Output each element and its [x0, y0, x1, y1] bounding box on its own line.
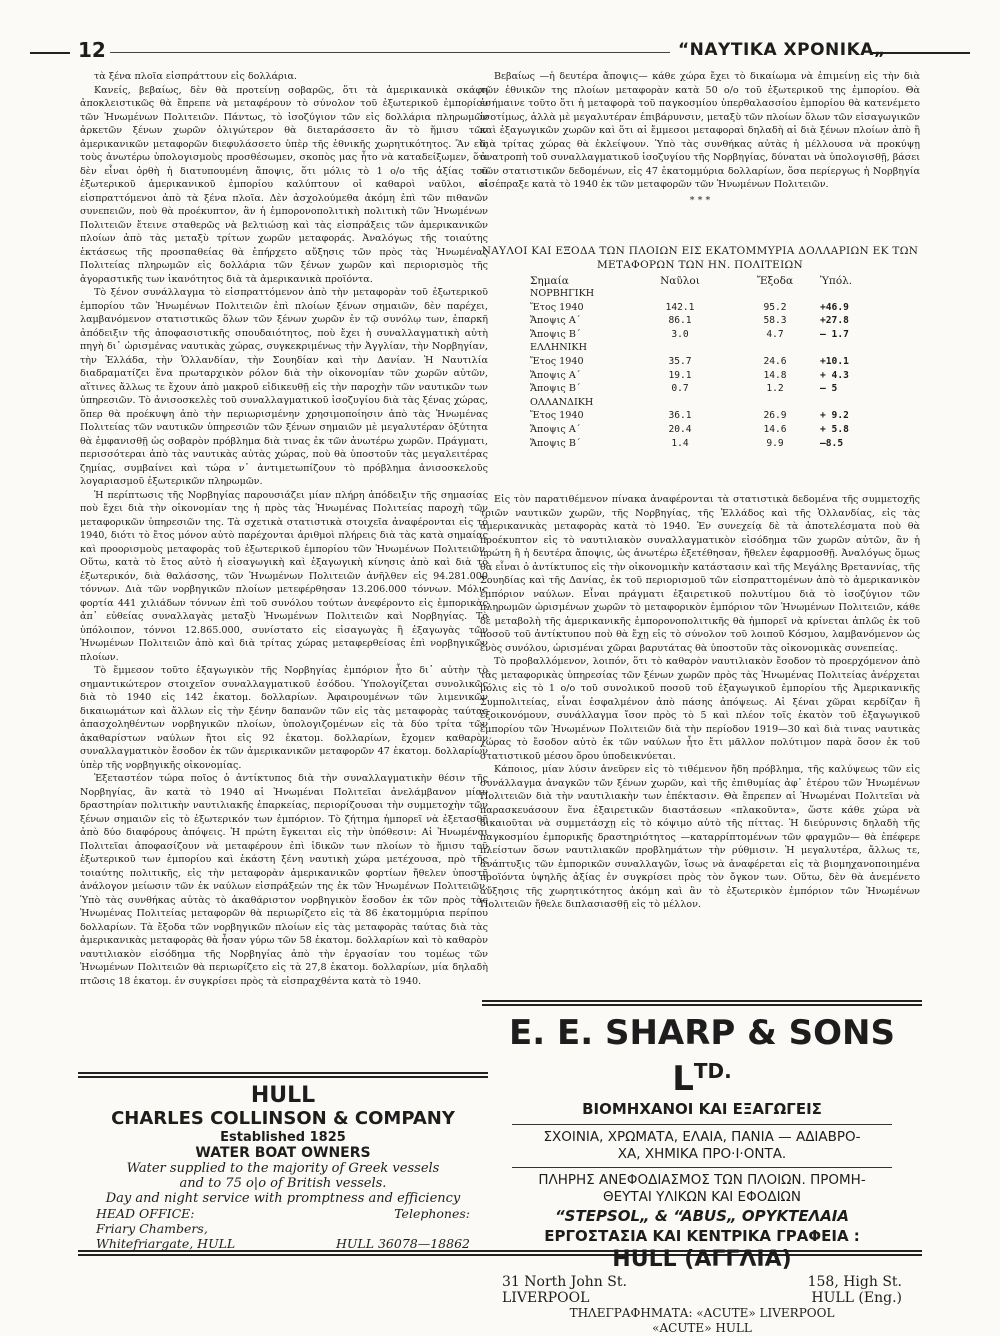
left-article-column [80, 70, 488, 988]
ad-divider [512, 1167, 892, 1168]
header-rule-middle [110, 52, 670, 53]
ad-company-name [482, 1014, 922, 1098]
table-cell: 36.1 [668, 410, 692, 422]
ad-address-left: 31 North John St. [502, 1274, 627, 1290]
table-cell: 58.3 [763, 315, 787, 327]
paragraph: Ἡ περίπτωσις τῆς Νορβηγίας παρουσιάζει μίαν πλήρη ἀπόδειξιν τῆς σημασίας ποὺ ἔχει διὰ τὴν οἰκονομίαν της ἡ πρὸς τὰς Ἡνωμένας Πολιτείας παροχὴ τῶν μεταφορικῶν ὑπηρεσιῶν της. Τὰ σχετικὰ στατιστικὰ στοιχεῖα ἀναφέρονται εἰς τὸ 1940, διότι τὸ ἔτος μόνον αὐτὸ παρέχονται ἀριθμοὶ πλήρεις διὰ τὰς κατὰ σημαίας καὶ προορισμοὺς μεταφορὰς τοῦ ἐξωτερικοῦ ἐμπορίου τῶν Ἡνωμένων Πολιτειῶν. Οὕτω, κατὰ τὸ ἔτος αὐτὸ ἡ εἰσαγωγικὴ καὶ ἐξαγωγικὴ κίνησις ἀπὸ καὶ διὰ τὸ ἐξωτερικόν, διὰ θαλάσσης, τῶν Ἡνωμένων Πολιτειῶν ἀνῆλθεν εἰς 94.281.000 τόννων. Διὰ τῶν νορβηγικῶν πλοίων μετεφέρθησαν 13.206.000 τόννων. Μόλις φορτία 441 χιλιάδων τόννων ἐπὶ τοῦ συνόλου τούτων ἀνεφέροντο εἰς ἐμπορικὰς ἀπ᾽ εὐθείας συναλλαγὰς μεταξὺ Ἡνωμένων Πολιτειῶν καὶ Νορβηγίας. Τὸ ὑπόλοιπον, τόννοι 12.865.000, συνίστατο εἰς εἰσαγωγὰς ἢ ἐξαγωγὰς τῶν Ἡνωμένων Πολιτειῶν ἀπὸ καὶ διὰ τρίτας χώρας μεταφερθείσας ἐπὶ νορβηγικῶν πλοίων. [80, 489, 488, 663]
ad-established: Established 1825 [220, 1130, 346, 1145]
table-cell: + 9.2 [820, 410, 849, 422]
sharp-advertisement [482, 1000, 922, 1335]
ad-line: ΣΧΟΙΝΙΑ, ΧΡΩΜΑΤΑ, ΕΛΑΙΑ, ΠΑΝΙΑ — ΑΔΙΑΒΡΟ- [543, 1129, 861, 1145]
table-cell: Ἔτος 1940 [530, 301, 584, 313]
freight-table [480, 244, 920, 450]
table-cell: 14.8 [763, 369, 787, 381]
paragraph: Βεβαίως —ἡ δευτέρα ἄποψις— κάθε χώρα ἔχει τὸ δικαίωμα νὰ ἐπιμείνῃ εἰς τὴν διὰ τῶν ἐθνικῶν της πλοίων μεταφορὰν κατὰ 50 ο/ο τοῦ ἐξωτερικοῦ της ἐμπορίου. Θὰ ἐσήμαινε τοῦτο ὅτι ἡ μεταφορὰ τοῦ παγκοσμίου ὑπερθαλασσίου ἐμπορίου θὰ κατενέμετο ἰσοτίμως, ἀλλὰ μὲ μεγαλυτέραν ἐπιβάρυνσιν, μεταξὺ τῶν πλοίων ὅλων τῶν εἰσαγωγικῶν καὶ ἐξαγωγικῶν χωρῶν καὶ ὅτι αἱ ἔμμεσοι μεταφοραὶ δηλαδὴ αἱ διὰ ξένων πλοίων ἀπὸ ἢ διὰ τρίτας χώρας θὰ ἐκλείψουν. Ὑπὸ τὰς συνθήκας αὐτὰς ἡ μέλλουσα νὰ προκύψῃ ἀνατροπὴ τοῦ συναλλαγματικοῦ ἰσοζυγίου τῆς Νορβηγίας, δύναται νὰ ὑπολογισθῇ, βάσει τῶν στατιστικῶν δεδομένων, εἰς 47 ἑκατομμύρια δολλαρίων, ὅσα περίεργως ἡ Νορβηγία εἰσέπραξε κατὰ τὸ 1940 ἐκ τῶν μεταφορῶν τῶν Ἡνωμένων Πολιτειῶν. [480, 71, 921, 190]
table-cell: 19.1 [668, 369, 692, 381]
table-cell: 86.1 [668, 315, 692, 327]
ad-office-row [78, 1221, 488, 1236]
table-row [480, 314, 920, 328]
table-cell: + 5.8 [820, 423, 849, 435]
table-cell [820, 396, 910, 410]
table-cell: +46.9 [820, 301, 849, 313]
ad-line: “STEPSOL„ & “ABUS„ ΟΡΥΚΤΕΛΑΙΑ [555, 1207, 849, 1225]
table-cell: 3.0 [671, 328, 689, 340]
table-cell: +10.1 [820, 355, 849, 367]
table-cell: —8.5 [820, 437, 844, 449]
table-cell: 9.9 [766, 437, 784, 449]
collinson-advertisement [78, 1072, 488, 1256]
page-header [30, 38, 970, 66]
table-cell: Ἄποψις Α΄ [530, 369, 581, 381]
table-cell: ΝΟΡΒΗΓΙΚΗ [530, 288, 595, 299]
ad-telegram: ΤΗΛΕΓΡΑΦΗΜΑΤΑ: «ACUTE» LIVERPOOL [569, 1306, 835, 1320]
publication-title: “ΝΑΥΤΙΚΑ ΧΡΟΝΙΚΑ„ [678, 40, 886, 60]
table-cell: 4.7 [766, 328, 784, 340]
table-cell: 1.2 [766, 383, 784, 395]
ad-line: Water supplied to the majority of Greek vessels [126, 1161, 440, 1176]
ad-city: HULL (ΑΓΓΛΙΑ) [612, 1247, 792, 1272]
table-header-row [480, 275, 920, 287]
ad-office-row [78, 1236, 488, 1251]
table-cell [630, 287, 730, 301]
table-cell: Ἔτος 1940 [530, 355, 584, 367]
page-number: 12 [78, 38, 106, 62]
table-cell: 0.7 [671, 383, 689, 395]
table-cell: 1.4 [671, 437, 689, 449]
table-cell [630, 396, 730, 410]
table-row [480, 423, 920, 437]
table-cell: + 4.3 [820, 369, 849, 381]
table-header-cell: Ἔξοδα [756, 275, 794, 287]
table-row [480, 328, 920, 342]
right-article-column-bottom [480, 493, 920, 912]
table-cell: ΟΛΛΑΝΔΙΚΗ [530, 396, 594, 408]
table-cell: Ἔτος 1940 [530, 410, 584, 422]
table-title: ΝΑΥΛΟΙ ΚΑΙ ΕΞΟΔΑ ΤΩΝ ΠΛΟΙΩΝ ΕΙΣ ΕΚΑΤΟΜΜΥΡΙΑ ΔΟΛΛΑΡΙΩΝ ΕΚ ΤΩΝ ΜΕΤΑΦΟΡΩΝ ΤΩΝ ΗΝ. ΠΟΛΙΤΕΙΩΝ [481, 245, 919, 271]
table-cell [820, 287, 910, 301]
table-cell: Ἄποψις Β΄ [530, 328, 581, 340]
table-cell: — 5 [820, 383, 838, 395]
ad-company-name-text: E. E. SHARP & SONS L [509, 1013, 895, 1099]
table-header-cell: Σημαία [530, 275, 569, 287]
table-cell [820, 341, 910, 355]
table-body [480, 287, 920, 450]
table-cell: Ἄποψις Α΄ [530, 423, 581, 435]
table-row [480, 287, 920, 301]
table-row [480, 301, 920, 315]
ad-address-left: LIVERPOOL [502, 1290, 590, 1306]
ad-office-label: HEAD OFFICE: [96, 1206, 195, 1221]
table-cell: 24.6 [763, 355, 787, 367]
ad-office-address: Whitefriargate, HULL [96, 1236, 236, 1251]
table-cell: Ἄποψις Α΄ [530, 315, 581, 327]
paragraph: Τὸ ἔμμεσον τοῦτο ἐξαγωγικὸν τῆς Νορβηγίας ἐμπόριον ἦτο δι᾽ αὐτὴν τὸ σημαντικώτερον στοιχεῖον συναλλαγματικοῦ ἐσόδου. Ὑπολογίζεται συνολικῶς διὰ τὸ 1940 εἰς 142 ἑκατομ. δολλαρίων. Ἀφαιρουμένων τῶν λιμενικῶν δικαιωμάτων καὶ ἄλλων εἰς τὴν ξένην δαπανῶν τῶν εἰς τὰς μεταφορὰς ταύτας ἀπασχοληθέντων νορβηγικῶν πλοίων, ὑπολογιζομένων εἰς τὰ δύο τρίτα τῶν ἀκαθαρίστων ναύλων ἤτοι εἰς 92 ἑκατομ. δολλαρίων, ἔχομεν καθαρὸν συναλλαγματικὸν ἔσοδον ἐκ τῶν ἀμερικανικῶν μεταφορῶν 47 ἑκατομ. δολλαρίων ὑπὲρ τῆς νορβηγικῆς οἰκονομίας. [80, 665, 488, 771]
table-cell: ΕΛΛΗΝΙΚΗ [530, 342, 587, 354]
table-row [480, 355, 920, 369]
table-cell: Ἄποψις Β΄ [530, 383, 581, 395]
ad-address-right: 158, High St. [807, 1274, 902, 1290]
table-cell [730, 287, 820, 301]
ad-telephones-label: Telephones: [394, 1206, 470, 1221]
ad-line: ΠΛΗΡΗΣ ΑΝΕΦΟΔΙΑΣΜΟΣ ΤΩΝ ΠΛΟΙΩΝ. ΠΡΟΜΗ- [538, 1172, 866, 1188]
section-separator: * * * [689, 194, 711, 206]
header-rule-left [30, 52, 70, 54]
table-cell [630, 341, 730, 355]
ad-telegram: «ACUTE» HULL [652, 1321, 752, 1335]
table-cell [730, 396, 820, 410]
table-row [480, 409, 920, 423]
ad-line: and to 75 o|o of British vessels. [179, 1176, 387, 1191]
table-cell [730, 341, 820, 355]
table-row [480, 369, 920, 383]
header-rule-right [872, 52, 970, 54]
paragraph: Τὸ ξένον συνάλλαγμα τὸ εἰσπραττόμενον ἀπὸ τὴν μεταφορὰν τοῦ ἐξωτερικοῦ ἐμπορίου τῶν Ἡνωμένων Πολιτειῶν ἐπὶ πλοίων ξένων σημαιῶν, δὲν παρέχει, λαμβανόμενον στατιστικῶς ὅλων τῶν ξένων χωρῶν ἐν τῷ συνόλῳ των, ἐπαρκῆ ἀπόδειξιν τῆς ἀποφασιστικῆς σπουδαιότητος, ποὺ ἔχει ἡ συναλλαγματικὴ αὐτὴ πηγὴ δι᾽ ὡρισμένας ναυτικὰς χώρας, συγκεκριμένως τὴν Ἀγγλίαν, τὴν Νορβηγίαν, τὴν Ἑλλάδα, τὴν Ὁλλανδίαν, τὴν Σουηδίαν καὶ τὴν Δανίαν. Ἡ Ναυτιλία διαδραματίζει ἕνα πρωταρχικὸν ρόλον διὰ τὴν οἰκονομίαν τῶν χωρῶν αὐτῶν, αἵτινες ἄλλως τε ἔχουν ἀπὸ μακροῦ εἰδικευθῇ εἰς τὴν παροχὴν τῶν ναυτικῶν των ὑπηρεσιῶν. Τὸ ἀνισοσκελὲς τοῦ συναλλαγματικοῦ ἰσοζυγίου διὰ τὰς ξένας χώρας, ὅπερ θὰ προέκυψη ἀπὸ τὴν περιωρισμένην χρησιμοποίησιν ἀπὸ τὰς Ἡνωμένας Πολιτείας τῶν ναυτικῶν ὑπηρεσιῶν τῶν ξένων σημαιῶν μὲ μεγαλυτέραν ὀξύτητα θὰ ἐμφανισθῇ ὡς σοβαρὸν πρόβλημα διὰ τινας ἐκ τῶν ἀνωτέρω χωρῶν. Πράγματι, περισσότεραι ἀπὸ τὰς ναυτικὰς αὐτὰς χώρας, ποὺ θὰ ὑποστοῦν τὰς μεγαλειτέρας ζημίας, συμβαίνει καὶ τώρα ν᾽ ἀντιμετωπίζουν τὸ πρόβλημα ἀνισοσκελοῦς λογαριασμοῦ ἐξωτερικῶν πληρωμῶν. [80, 287, 488, 487]
ad-city: HULL [250, 1083, 316, 1108]
table-cell: 35.7 [668, 355, 692, 367]
table-cell: +27.8 [820, 315, 849, 327]
ad-subtitle: ΒΙΟΜΗΧΑΝΟΙ ΚΑΙ ΕΞΑΓΩΓΕΙΣ [582, 1100, 822, 1118]
table-cell: Ἄποψις Β΄ [530, 437, 581, 449]
ad-address-row [482, 1290, 922, 1306]
table-row [480, 396, 920, 410]
table-cell: 95.2 [763, 301, 787, 313]
ad-phone-numbers: HULL 36078—18862 [335, 1236, 470, 1251]
ad-line: ΘΕΥΤΑΙ ΥΛΙΚΩΝ ΚΑΙ ΕΦΟΔΙΩΝ [603, 1189, 801, 1205]
ad-office-row [78, 1206, 488, 1221]
paragraph: Τὸ προβαλλόμενον, λοιπόν, ὅτι τὸ καθαρὸν ναυτιλιακὸν ἔσοδον τὸ προερχόμενον ἀπὸ τὰς μεταφορικὰς ὑπηρεσίας τῶν ξένων χωρῶν πρὸς τὰς Ἡνωμένας Πολιτείας ἀνέρχεται μόλις εἰς τὸ 1 ο/ο τοῦ συνολικοῦ ποσοῦ τοῦ ἐξαγωγικοῦ ἐμπορίου τῆς Ἀμερικανικῆς Συμπολιτείας, εἶναι ἐσφαλμένον ἀπὸ πάσης ἀπόψεως. Αἱ ξέναι χῶραι κερδίζαν ἢ ἐξοικονόμουν, συνάλλαγμα ἴσον πρὸς τὸ 5 καὶ πλέον τοῖς ἑκατὸν τοῦ ἐξαγωγικοῦ ἐμπορίου τῶν Ἡνωμένων Πολιτειῶν διὰ τὴν περίοδον 1919—30 καὶ διὰ τινας ναυτικὰς χώρας τὸ ἔσοδον αὐτὸ ἐκ τῶν ναύλων ἦτο ἔτι μᾶλλον πολύτιμον παρὰ ὅσον ἐκ τοῦ στατιστικοῦ μέσου ὅρου ὑποδεικνύεται. [480, 656, 920, 762]
ad-address-row [482, 1274, 922, 1290]
ad-company-suffix: TD. [693, 1059, 732, 1083]
paragraph: Ἐξεταστέον τώρα ποῖος ὁ ἀντίκτυπος διὰ τὴν συναλλαγματικὴν θέσιν τῆς Νορβηγίας, ἂν κατὰ τὸ 1940 αἱ Ἡνωμέναι Πολιτεῖαι ἀνελάμβανον μίαν δραστηρίαν πολιτικὴν ναυτιλιακῆς ἐπαρκείας, περιορίζουσαι τὴν συμμετοχὴν τῶν ξένων σημαιῶν εἰς τὸ ἐξωτερικόν των ἐμπόριον. Τὸ ζήτημα ἠμπορεῖ νὰ ἐξετασθῇ ἀπὸ δύο διαφόρους ἀπόψεις. Ἡ πρώτη ἔγκειται εἰς τὴν ὑπόθεσιν: Αἱ Ἡνωμέναι Πολιτεῖαι ἀποφασίζουν νὰ μεταφέρουν ἐπὶ ἰδικῶν των πλοίων τὸ ἥμισυ τοῦ ἐξωτερικοῦ των ἐμπορίου καὶ ἑκάστη ξένη ναυτικὴ χώρα μετέχουσα, πρὸ τῆς τοιαύτης πολιτικῆς, εἰς τὴν μεταφορὰν ἀμερικανικῶν φορτίων ἤθελεν ὑποστῇ ἀνάλογον μείωσιν τῶν ἐκ ναύλων εἰσπράξεών της ἐκ τῶν Ἡνωμένων Πολιτειῶν. Ὑπὸ τὰς συνθήκας αὐτὰς τὸ ἀκαθάριστον νορβηγικὸν ἔσοδον ἐκ τῶν πρὸς τὰς Ἡνωμένας Πολιτείας μεταφορῶν θὰ περιωρίζετο εἰς τὰ 86 ἑκατομμύρια περίπου δολλαρίων. Τὰ ἔξοδα τῶν νορβηγικῶν πλοίων εἰς τὰς μεταφορὰς ταύτας διὰ τὰς ἀμερικανικὰς μεταφορὰς θὰ ἦσαν γύρω τῶν 58 ἑκατομ. δολλαρίων καὶ τὸ καθαρὸν ναυτιλιακὸν εἰσόδημα τῆς Νορβηγίας ἀπὸ τὴν ἐργασίαν του τομέως τῶν Ἡνωμένων Πολιτειῶν θὰ περιωρίζετο εἰς τὰ 27,8 ἑκατομ. δολλαρίων, μία δηλαδὴ πτῶσις 18 ἑκατομ. ἐν συγκρίσει πρὸς τὰ εἰσπραχθέντα κατὰ τὸ 1940. [80, 773, 488, 987]
table-row [480, 341, 920, 355]
ad-line: ΧΑ, ΧΗΜΙΚΑ ΠΡΟ·Ι·ΟΝΤΑ. [617, 1146, 787, 1162]
table-cell: 26.9 [763, 410, 787, 422]
paragraph: Κάποιος, μίαν λύσιν ἀνεῦρεν εἰς τὸ τιθέμενον ἤδη πρόβλημα, τῆς καλύψεως τῶν εἰς συνάλλαγμα ἀναγκῶν τῶν ξένων χωρῶν, καὶ τῆς ἐπιθυμίας ἀφ᾽ ἑτέρου τῶν Ἡνωμένων Πολιτειῶν διὰ τὴν ναυτιλιακὴν των ἐπέκτασιν. Θὰ ἔπρεπεν αἱ Ἡνωμέναι Πολιτεῖαι νὰ παρασκευάσουν ἕνα ἐξαιρετικῶν διαστάσεων «πλακοῦντα», ὥστε κάθε χώρα νὰ δικαιοῦται νὰ συμμετάσχῃ εἰς τὸ κόψιμο αὐτὸ τῆς πίττας. Ἡ διεύρυνσις δηλαδὴ τῆς παγκοσμίου ἐμπορικῆς δραστηριότητος —καταρρίπτομένων τῶν φραγμῶν— θὰ ἐπέφερε πλείστων ὅσων ναυτιλιακῶν προβλημάτων τὴν ρύθμισιν. Ἡ μεγαλυτέρα, ἄλλως τε, ἀνάπτυξις τῶν ἐμπορικῶν συναλλαγῶν, ἴσως νὰ ἀναφέρεται εἰς τὰ βιομηχανοποιημένα προϊόντα ὑψηλῆς ἀξίας ἐν συγκρίσει πρὸς τὸν ὄγκον των. Οὕτω, δὲν θὰ ἀνεμένετο αὔξησις τῆς χωρητικότητος ἀκόμη καὶ ἂν τὸ ἐξωτερικὸν ἐμπόριον τῶν Ἡνωμένων Πολιτειῶν ἤθελε διπλασιασθῇ εἰς τὸ μέλλον. [480, 764, 920, 910]
ad-company-name: CHARLES COLLINSON & COMPANY [111, 1108, 455, 1129]
right-article-column-top [480, 70, 920, 207]
table-cell: 142.1 [665, 301, 695, 313]
paragraph: τὰ ξένα πλοῖα εἰσπράττουν εἰς δολλάρια. [94, 71, 297, 82]
table-cell: 14.6 [763, 423, 787, 435]
ad-owners: WATER BOAT OWNERS [195, 1145, 371, 1161]
ad-divider [512, 1124, 892, 1125]
table-cell: — 1.7 [820, 328, 849, 340]
ad-line: ΕΡΓΟΣΤΑΣΙΑ ΚΑΙ ΚΕΝΤΡΙΚΑ ΓΡΑΦΕΙΑ : [544, 1227, 860, 1245]
ad-line: Day and night service with promptness and efficiency [105, 1191, 461, 1206]
ad-address-right: HULL (Eng.) [811, 1290, 902, 1306]
table-header-cell: Ὑπόλ. [820, 275, 853, 287]
table-row [480, 382, 920, 396]
paragraph: Εἰς τὸν παρατιθέμενον πίνακα ἀναφέρονται τὰ στατιστικὰ δεδομένα τῆς συμμετοχῆς τριῶν ναυτικῶν χωρῶν, τῆς Νορβηγίας, τῆς Ἑλλάδος καὶ τῆς Ὁλλανδίας, εἰς τὰς ἀμερικανικὰς μεταφορὰς κατὰ τὸ 1940. Ἐν συνεχείᾳ δὲ τὰ ἀποτελέσματα ποὺ θὰ προέκυπτον εἰς τὸ ναυτιλιακὸν συναλλαγματικὸν εἰσόδημα τῶν χωρῶν αὐτῶν, ἂν ἡ πρώτη ἢ ἡ δευτέρα ἄποψις, ὡς ἀνωτέρω ἐξετέθησαν, ἤθελεν ἐφαρμοσθῇ. Ἀναλόγως ὅμως θὰ εἶναι ὁ ἀντίκτυπος εἰς τὴν οἰκονομικὴν κατάστασιν καὶ τῆς Μεγάλης Βρεταννίας, τῆς Σουηδίας καὶ τῆς Δανίας, ἐκ τοῦ περιορισμοῦ τῶν εἰσπραττομένων ἀπὸ τὸ ἀμερικανικὸν ἐμπόριον ναύλων. Εἶναι πράγματι ἐξαιρετικοῦ πολυτίμου διὰ τὸ ἰσοζύγιον τῶν πληρωμῶν ὡρισμένων χωρῶν τὸ μεταφορικὸν ἐμπόριον τῶν Ἡνωμένων Πολιτειῶν, κάθε δὲ μεταβολὴ τῆς ἀμερικανικῆς ἐμπορονοπολιτικῆς θὰ ἠμπορεῖ νὰ κρίνεται ἁπλῶς ἐκ τοῦ ποσοῦ τοῦ ἀντίκτυπου ποὺ θὰ ἔχῃ εἰς τὸ σύνολον τοῦ λοιποῦ Κόσμου, λαμβανόμενον ὡς ἑνὸς συνόλου, ὡρισμέναι χῶραι βαρυτάτας θὰ ὑποστοῦν τὰς οἰκονομικὰς συνεπείας. [480, 494, 920, 654]
table-cell: 20.4 [668, 423, 692, 435]
ad-office-address: Friary Chambers, [96, 1221, 208, 1236]
paragraph: Κανείς, βεβαίως, δὲν θὰ προτείνῃ σοβαρῶς, ὅτι τὰ ἀμερικανικὰ σκάφη ἀποκλειστικῶς θὰ ἔπρεπε νὰ μεταφέρουν τὸ σύνολον τοῦ ἐξωτερικοῦ ἐμπορίου τῶν Ἡνωμένων Πολιτειῶν. Πάντως, τὸ ἰσοζύγιον τῶν εἰς δολλάρια πληρωμῶν ἀρκετῶν ξένων χωρῶν ὀλιγώτερον θὰ διεταράσσετο ἂν τὸ ἥμισυ τῶν ἀμερικανικῶν μεταφορῶν διεφυλάσσετο ὑπὲρ τῆς ἐθνικῆς χωρητικότητος. Ἂν εἰς τοὺς ἀνωτέρω ὑπολογισμοὺς προσθέσωμεν, σκοπὸς μας ἦτο νὰ καταδείξωμεν, ὅτι δὲν εἶναι ὀρθὴ ἡ διατυπουμένη ἄποψις, ὅτι μόλις τὸ 1 ο/ο τῆς ἀξίας τοῦ ἐξωτερικοῦ ἀμερικανικοῦ ἐμπορίου καλύπτουν οἱ καθαροὶ ναῦλοι, οἱ εἰσπραττόμενοι ἀπὸ τὰ ξένα πλοῖα. Δὲν ἀσχολούμεθα ἀκόμη ἐπὶ τῶν πιθανῶν συνεπειῶν, ποὺ θὰ προέκυπτον, ἂν ἡ ἐμπορονοπολιτικὴ πολιτικὴ τῶν Ἡνωμένων Πολιτειῶν ἔτεινε σταθερῶς νὰ βελτιώσῃ καὶ τὰς εἰσπράξεις τῶν ἀμερικανικῶν πλοίων ἀπὸ τὰς μεταξὺ τρίτων χωρῶν μεταφοράς. Ἀναλόγως τῆς τοιαύτης ἐκτάσεως τῆς προσπαθείας θὰ ἐπήρχετο αὔξησις τῶν πρὸς τὰς Ἡνωμένας Πολιτείας πληρωμῶν εἰς δολλάρια τῶν ξένων χωρῶν καὶ περιορισμὸς τῆς ἀγοραστικῆς των ἱκανότητος διὰ τὰ ἀμερικανικὰ προϊόντα. [80, 84, 488, 285]
table-header-cell: Ναῦλοι [660, 275, 700, 287]
table-row [480, 437, 920, 451]
